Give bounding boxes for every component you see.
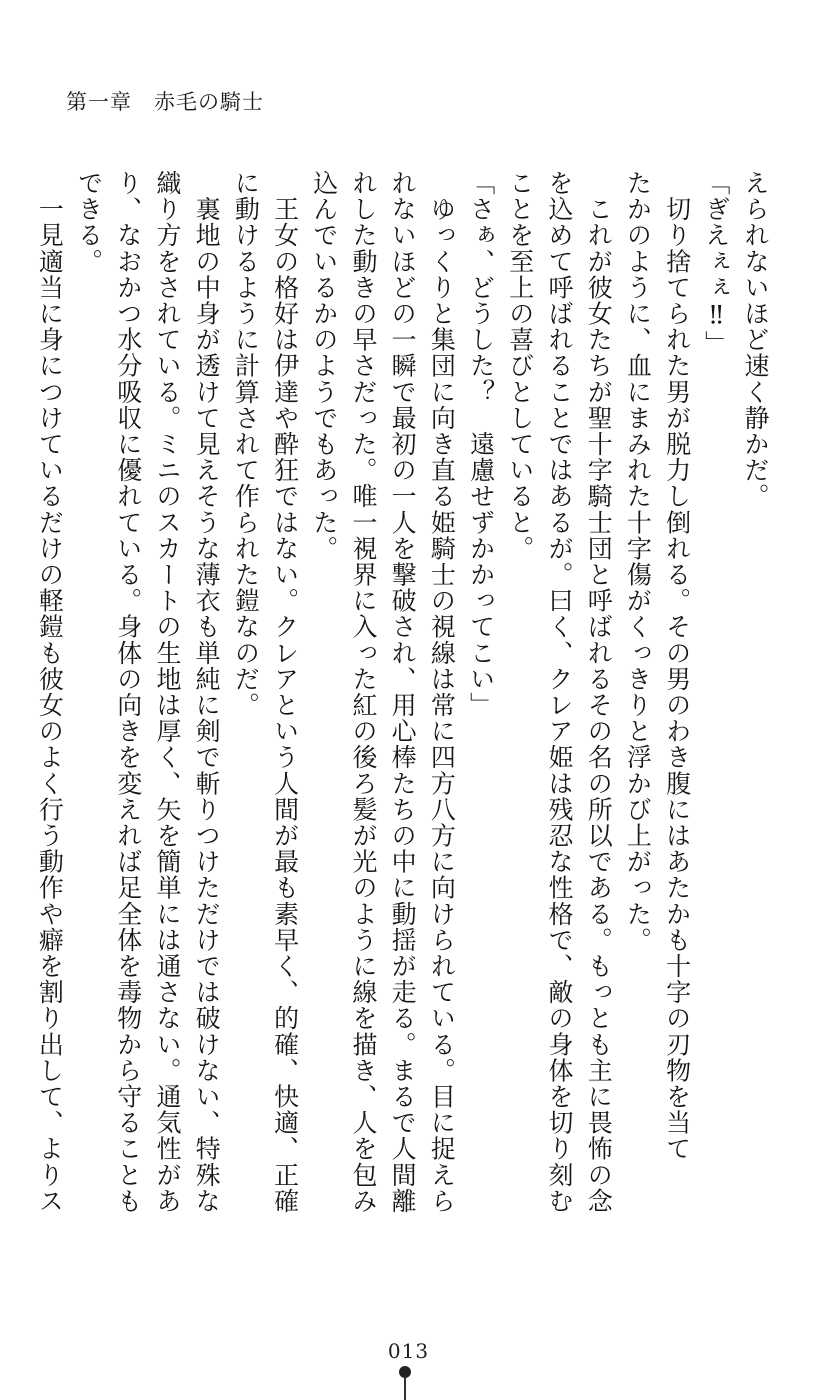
text-column: 王女の格好は伊達や酔狂ではない。クレアという人間が最も素早く、的確、快適、正確 (270, 170, 300, 1214)
text-column: 込んでいるかのようでもあった。 (309, 170, 339, 562)
text-column: 「ぎえぇぇ‼」 (701, 170, 731, 357)
vertical-body-text (35, 170, 775, 1214)
text-column: 一見適当に身につけているだけの軽鎧も彼女のよく行う動作や癖を割り出して、よりス (35, 170, 65, 1214)
text-column: たかのように、血にまみれた十字傷がくっきりと浮かび上がった。 (623, 170, 653, 953)
page-marker-stem (404, 1378, 406, 1400)
text-column: えられないほど速く静かだ。 (741, 170, 770, 510)
text-column: これが彼女たちが聖十字騎士団と呼ばれるその名の所以である。もっとも主に畏怖の念 (584, 170, 614, 1214)
text-column: ゆっくりと集団に向き直る姫騎士の視線は常に四方八方に向けられている。目に捉えら (427, 170, 457, 1214)
text-column: ことを至上の喜びとしていると。 (505, 170, 535, 562)
page-marker-dot (399, 1366, 411, 1378)
text-column: できる。 (74, 170, 104, 275)
text-column: 「さぁ、どうした？ 遠慮せずかかってこい」 (466, 170, 496, 719)
chapter-header: 第一章 赤毛の騎士 (66, 90, 264, 114)
page-number: 013 (387, 1339, 430, 1363)
text-column: り、なおかつ水分吸収に優れている。身体の向きを変えれば足全体を毒物から守ることも (113, 170, 143, 1214)
text-column: れないほどの一瞬で最初の一人を撃破され、用心棒たちの中に動揺が走る。まるで人間離 (388, 170, 418, 1214)
text-column: れした動きの早さだった。唯一視界に入った紅の後ろ髪が光のように線を描き、人を包み (348, 170, 378, 1214)
page-marker-icon (399, 1366, 411, 1400)
text-column: に動けるように計算されて作られた鎧なのだ。 (231, 170, 261, 719)
text-column: 織り方をされている。ミニのスカートの生地は厚く、矢を簡単には通さない。通気性があ (152, 170, 182, 1214)
text-column: 切り捨てられた男が脱力し倒れる。その男のわき腹にはあたかも十字の刃物を当て (662, 170, 692, 1162)
text-column: 裏地の中身が透けて見えそうな薄衣も単純に剣で斬りつけただけでは破けない、特殊な (192, 170, 222, 1214)
text-column: を込めて呼ばれることではあるが。曰く、クレア姫は残忍な性格で、敵の身体を切り刻む (544, 170, 574, 1214)
